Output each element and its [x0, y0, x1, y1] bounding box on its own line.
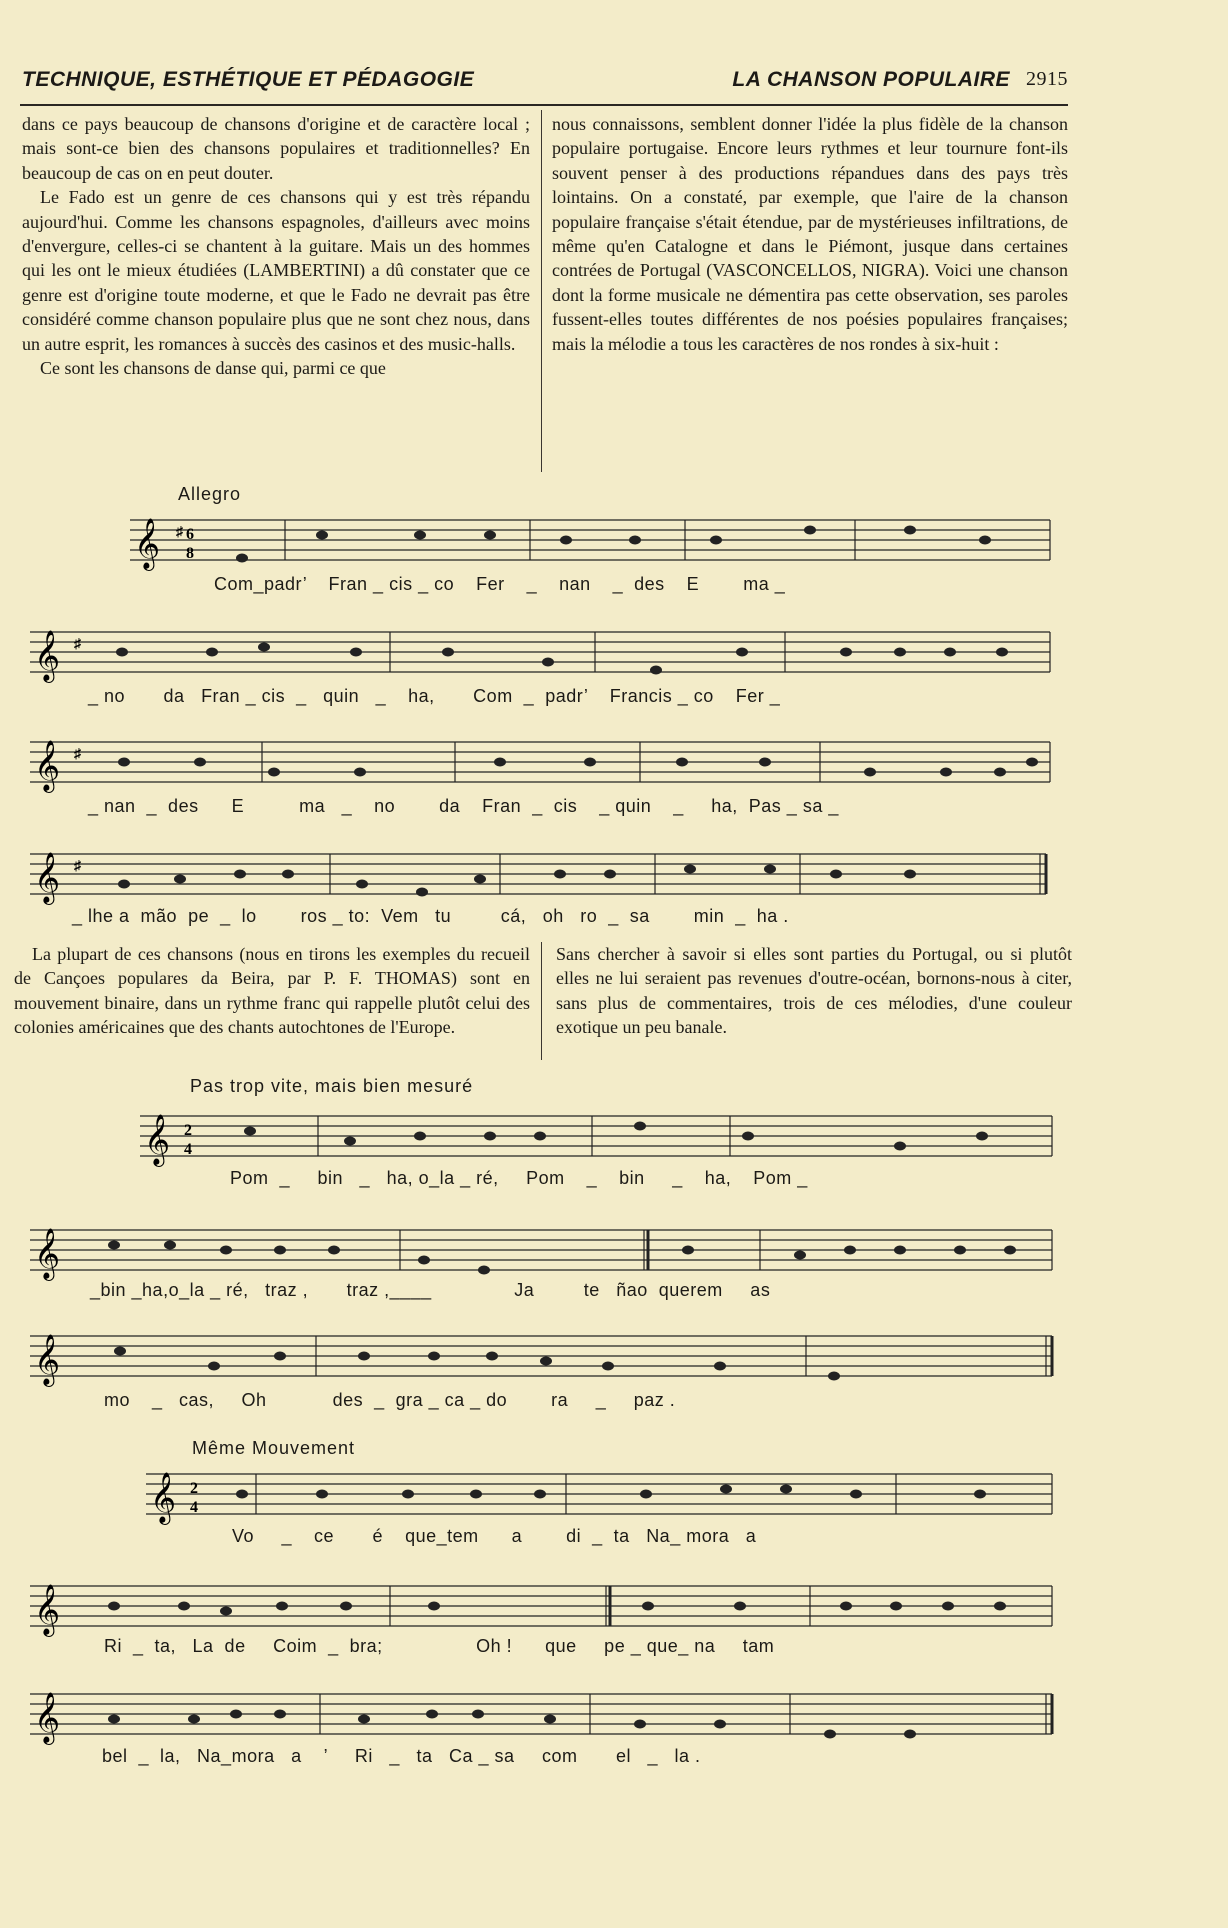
paragraph: nous connaissons, semblent donner l'idée la plus fidèle de la chanson populaire portugaise. Encore leurs rythmes et leur tournure font-ils souvent penser à des productions répandues dans des pays très lointains. On a constaté, par exemple, que l'aire de la chanson populaire française s'était étendue, par de mystérieuses infiltrations, de même qu'en Catalogne et dans le Piémont, jusque dans certaines contrées de Portugal (VASCONCELLOS, NIGRA). Voici une chanson dont la forme musicale ne démentira pas cette observation, ses paroles fussent-elles toutes différentes de nos poésies populaires françaises; mais la mélodie a tous les caractères de nos rondes à six-huit :: [552, 114, 1068, 354]
svg-text:4: 4: [184, 1141, 192, 1158]
lyrics-line: _ lhe a mão pe _ lo ros _ to: Vem tu cá, oh ro _ sa min _ ha .: [72, 906, 789, 926]
tempo-marking: Allegro: [178, 484, 242, 504]
music-staff: [140, 1112, 1060, 1165]
page-number: 2915: [1026, 68, 1068, 90]
text-top-left-column: [22, 112, 530, 380]
music-staff: [30, 850, 1060, 903]
svg-text:6: 6: [186, 526, 194, 543]
svg-text:4: 4: [190, 1499, 198, 1516]
treble-clef-icon: 𝄞: [34, 630, 61, 681]
text-top-right-column: [552, 112, 1068, 356]
header-rule: [20, 104, 1068, 106]
treble-clef-icon: 𝄞: [34, 1692, 61, 1743]
svg-text:♯: ♯: [176, 525, 183, 540]
tempo-marking: Pas trop vite, mais bien mesuré: [190, 1076, 474, 1096]
header-left-title: TECHNIQUE, ESTHÉTIQUE ET PÉDAGOGIE: [22, 68, 475, 91]
paragraph: La plupart de ces chansons (nous en tirons les exemples du recueil de Cançoes populares da Beira, par P. F. THOMAS) sont en mouvement binaire, dans un rythme franc qui rappelle plutôt celui des colonies américaines que des chants autochtones de l'Europe.: [14, 944, 530, 1038]
lyrics-line: _bin _ha,o_la _ ré, traz , traz ,____ Ja te ñao querem as: [90, 1280, 771, 1300]
lyrics-line: Com_padr’ Fran _ cis _ co Fer _ nan _ des E ma _: [214, 574, 786, 594]
lyrics-line: Vo _ ce é que_tem a di _ ta Na_ mora a: [232, 1526, 757, 1546]
text-mid-left-column: [14, 942, 530, 1040]
lyrics-line: Pom _ bin _ ha, o_la _ ré, Pom _ bin _ ha, Pom _: [230, 1168, 808, 1188]
svg-text:2: 2: [190, 1480, 198, 1497]
treble-clef-icon: 𝄞: [144, 1114, 171, 1165]
svg-text:8: 8: [186, 545, 194, 562]
treble-clef-icon: 𝄞: [34, 1228, 61, 1279]
music-staff: [30, 1332, 1060, 1385]
lyrics-line: Ri _ ta, La de Coim _ bra; Oh ! que pe _ que_ na tam: [104, 1636, 775, 1656]
music-staff: [30, 1690, 1060, 1743]
treble-clef-icon: 𝄞: [150, 1472, 177, 1523]
music-staff: [30, 1582, 1060, 1635]
tempo-marking: Même Mouvement: [192, 1438, 356, 1458]
lyrics-line: bel _ la, Na_mora a ’ Ri _ ta Ca _ sa com el _ la .: [102, 1746, 701, 1766]
svg-text:2: 2: [184, 1122, 192, 1139]
music-staff: [30, 738, 1060, 791]
lyrics-line: mo _ cas, Oh des _ gra _ ca _ do ra _ paz .: [104, 1390, 676, 1410]
column-divider: [541, 110, 542, 472]
svg-text:♯: ♯: [74, 859, 81, 874]
lyrics-line: _ no da Fran _ cis _ quin _ ha, Com _ padr’ Francis _ co Fer _: [88, 686, 781, 706]
text-mid-right-column: [556, 942, 1072, 1040]
header-right-title: LA CHANSON POPULAIRE: [732, 68, 1010, 91]
treble-clef-icon: 𝄞: [134, 518, 161, 569]
svg-text:♯: ♯: [74, 747, 81, 762]
svg-text:♯: ♯: [74, 637, 81, 652]
treble-clef-icon: 𝄞: [34, 852, 61, 903]
music-staff: [146, 1470, 1060, 1523]
treble-clef-icon: 𝄞: [34, 1334, 61, 1385]
paragraph: dans ce pays beaucoup de chansons d'origine et de caractère local ; mais sont-ce bien des chansons populaires et traditionnelles? En beaucoup de cas on en peut douter.: [22, 114, 530, 183]
treble-clef-icon: 𝄞: [34, 740, 61, 791]
music-staff: [130, 516, 1060, 569]
treble-clef-icon: 𝄞: [34, 1584, 61, 1635]
paragraph: Ce sont les chansons de danse qui, parmi ce que: [40, 358, 386, 379]
music-staff: [30, 1226, 1060, 1279]
paragraph: Sans chercher à savoir si elles sont parties du Portugal, ou si plutôt elles ne lui seraient pas revenues d'outre-océan, bornons-nous à citer, sans plus de commentaires, trois de ces mélodies, d'une couleur exotique un peu banale.: [556, 944, 1072, 1038]
lyrics-line: _ nan _ des E ma _ no da Fran _ cis _ quin _ ha, Pas _ sa _: [88, 796, 839, 816]
music-staff: [30, 628, 1060, 681]
running-header: [22, 68, 1068, 92]
column-divider: [541, 942, 542, 1060]
paragraph: Le Fado est un genre de ces chansons qui y est très répandu aujourd'hui. Comme les chansons espagnoles, d'ailleurs avec moins d'envergure, celles-ci se chantent à la guitare. Mais un des hommes qui les ont le mieux étudiées (LAMBERTINI) a dû constater que ce genre est d'origine toute moderne, et que le Fado ne devrait pas être considéré comme chanson populaire plus que ne sont chez nous, dans un autre esprit, les romances à succès des casinos et des music-halls.: [22, 187, 530, 354]
